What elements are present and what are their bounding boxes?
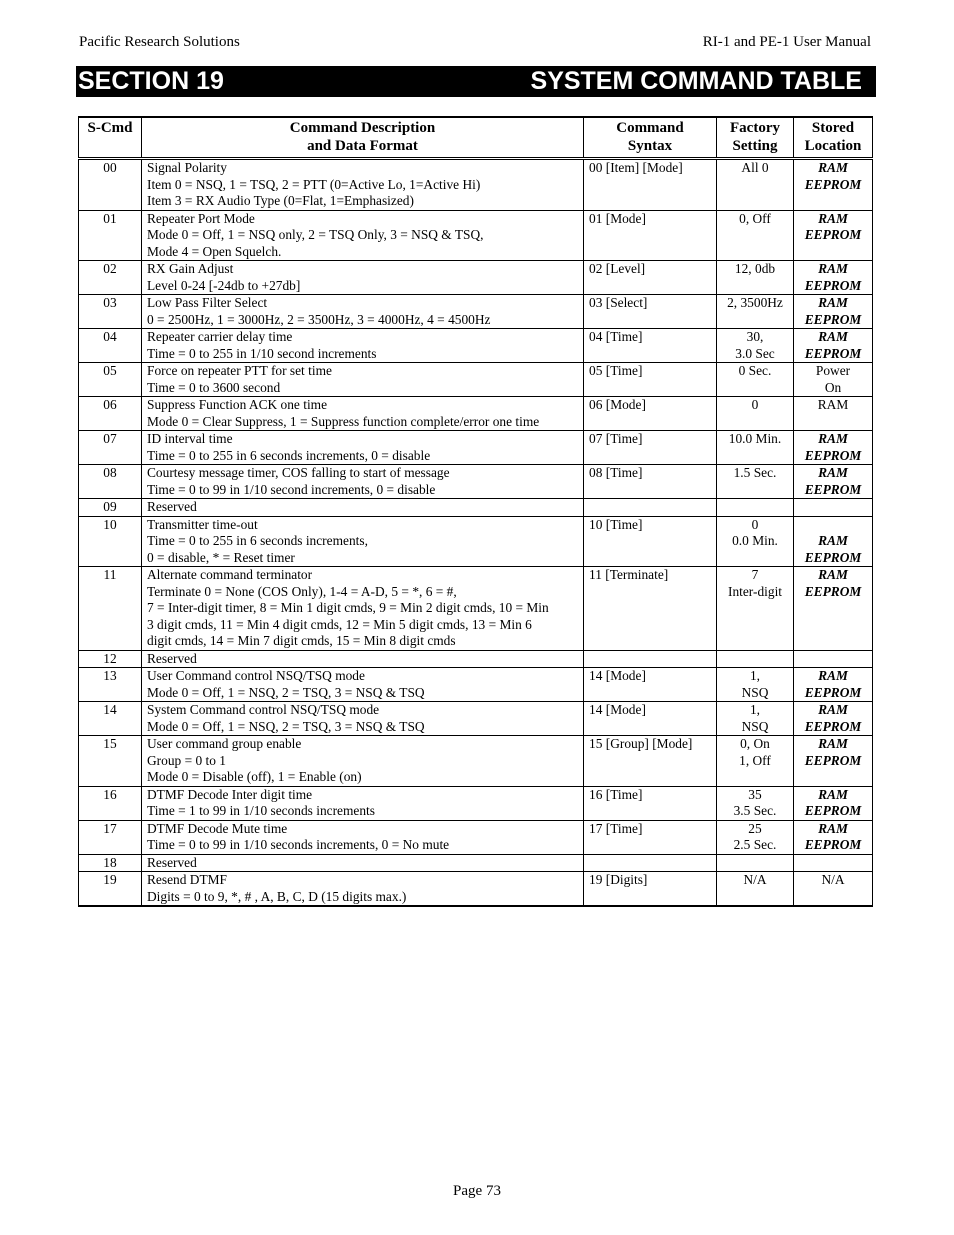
description-line: Time = 0 to 99 in 1/10 second increments, 0 = disable — [147, 481, 436, 497]
factory-setting-line: 3.5 Sec. — [733, 803, 777, 818]
factory-setting-line: 0 Sec. — [738, 363, 772, 378]
header-manual-title: RI-1 and PE-1 User Manual — [702, 34, 871, 50]
stored-location-line: EEPROM — [804, 447, 862, 463]
col-header-factory — [717, 117, 794, 159]
stored-location-line: RAM — [818, 702, 848, 717]
factory-setting-line: 2.5 Sec. — [733, 837, 777, 852]
stored-location-line: EEPROM — [804, 176, 862, 192]
factory-setting-line: Inter-digit — [727, 583, 783, 599]
col-header-stored-line2: Location — [804, 138, 862, 154]
description-line: RX Gain Adjust — [147, 261, 234, 276]
cell-syntax: 16 [Time] — [584, 786, 717, 820]
cell-scmd: 01 — [79, 210, 142, 261]
stored-location-line: EEPROM — [804, 803, 862, 818]
stored-location-line: EEPROM — [804, 684, 862, 700]
cell-scmd: 07 — [79, 431, 142, 465]
description-line: Force on repeater PTT for set time — [147, 363, 332, 378]
description-line: Time = 0 to 3600 second — [147, 379, 281, 395]
description-line: Digits = 0 to 9, *, # , A, B, C, D (15 digits max.) — [147, 888, 407, 904]
col-header-description-line2: and Data Format — [307, 138, 418, 154]
cell-factory-setting — [717, 702, 794, 736]
cell-scmd: 03 — [79, 295, 142, 329]
table-row — [79, 431, 873, 465]
cell-scmd: 00 — [79, 159, 142, 211]
cell-syntax: 01 [Mode] — [584, 210, 717, 261]
factory-setting-line: NSQ — [741, 718, 769, 734]
cell-description — [142, 567, 584, 651]
description-line: Time = 0 to 255 in 1/10 second increments — [147, 345, 377, 361]
table-header-row — [79, 117, 873, 159]
stored-location-line: RAM — [818, 465, 848, 480]
cell-description — [142, 872, 584, 907]
col-header-syntax-line1: Command — [616, 120, 684, 136]
description-line: 0 = disable, * = Reset timer — [147, 549, 295, 565]
table-row — [79, 516, 873, 567]
description-line: Mode 0 = Disable (off), 1 = Enable (on) — [147, 769, 362, 784]
cell-factory-setting — [717, 650, 794, 668]
col-header-description-line1: Command Description — [289, 120, 436, 136]
cell-scmd: 08 — [79, 465, 142, 499]
factory-setting-line: 10.0 Min. — [728, 431, 782, 446]
factory-setting-line: N/A — [743, 872, 767, 887]
cell-scmd: 11 — [79, 567, 142, 651]
cell-syntax: 17 [Time] — [584, 820, 717, 854]
cell-scmd: 15 — [79, 736, 142, 787]
stored-location-line: RAM — [818, 160, 848, 175]
stored-location-line: N/A — [821, 872, 845, 887]
cell-scmd: 17 — [79, 820, 142, 854]
factory-setting-line: 7 — [751, 567, 759, 582]
cell-stored-location — [794, 567, 873, 651]
cell-syntax — [584, 499, 717, 517]
stored-location-line: EEPROM — [804, 583, 862, 599]
factory-setting-line: 1, — [749, 702, 761, 717]
cell-scmd: 10 — [79, 516, 142, 567]
cell-scmd: 12 — [79, 650, 142, 668]
factory-setting-line: 0, Off — [739, 210, 771, 226]
cell-syntax: 11 [Terminate] — [584, 567, 717, 651]
cell-stored-location — [794, 786, 873, 820]
cell-syntax: 05 [Time] — [584, 363, 717, 397]
description-line: Repeater Port Mode — [147, 210, 255, 226]
cell-description — [142, 516, 584, 567]
stored-location-line: RAM — [818, 567, 848, 582]
cell-syntax: 02 [Level] — [584, 261, 717, 295]
table-row — [79, 668, 873, 702]
description-line: Transmitter time-out — [147, 516, 258, 532]
stored-location-line: EEPROM — [804, 837, 862, 852]
cell-syntax: 15 [Group] [Mode] — [584, 736, 717, 787]
factory-setting-line: 1, — [749, 668, 761, 683]
header-company: Pacific Research Solutions — [79, 34, 240, 50]
cell-syntax — [584, 650, 717, 668]
description-line: digit cmds, 14 = Min 7 digit cmds, 15 = Min 8 digit cmds — [147, 633, 456, 648]
description-line: Reserved — [147, 650, 197, 666]
cell-scmd: 05 — [79, 363, 142, 397]
cell-scmd: 02 — [79, 261, 142, 295]
cell-factory-setting — [717, 159, 794, 211]
cell-stored-location — [794, 702, 873, 736]
table-body — [79, 159, 873, 907]
factory-setting-line: 0 — [751, 397, 759, 412]
cell-syntax: 10 [Time] — [584, 516, 717, 567]
description-line: Mode 4 = Open Squelch. — [147, 243, 282, 259]
cell-stored-location — [794, 516, 873, 567]
cell-description — [142, 465, 584, 499]
description-line: Resend DTMF — [147, 872, 227, 887]
cell-description — [142, 854, 584, 872]
stored-location-line: RAM — [817, 397, 849, 412]
cell-description — [142, 786, 584, 820]
factory-setting-line: 25 — [748, 820, 762, 836]
cell-scmd: 09 — [79, 499, 142, 517]
table-row — [79, 465, 873, 499]
stored-location-line: EEPROM — [804, 481, 862, 497]
factory-setting-line: 35 — [748, 786, 762, 802]
section-title: SYSTEM COMMAND TABLE — [530, 67, 862, 95]
cell-syntax — [584, 854, 717, 872]
description-line: Mode 0 = Off, 1 = NSQ, 2 = TSQ, 3 = NSQ & TSQ — [147, 718, 425, 734]
col-header-stored-line1: Stored — [811, 120, 855, 136]
stored-location-line — [798, 517, 868, 534]
cell-description — [142, 820, 584, 854]
description-line: Time = 1 to 99 in 1/10 seconds increments — [147, 803, 375, 818]
stored-location-line: RAM — [818, 786, 848, 802]
factory-setting-line: 3.0 Sec — [735, 345, 775, 361]
stored-location-line: RAM — [818, 261, 848, 276]
table-row — [79, 261, 873, 295]
cell-scmd: 13 — [79, 668, 142, 702]
description-line: Signal Polarity — [147, 160, 227, 175]
col-header-factory-line2: Setting — [732, 138, 778, 154]
description-line: Item 3 = RX Audio Type (0=Flat, 1=Emphasized) — [147, 193, 414, 208]
stored-location-line: EEPROM — [804, 311, 862, 327]
description-line: 7 = Inter-digit timer, 8 = Min 1 digit cmds, 9 = Min 2 digit cmds, 10 = Min — [147, 600, 549, 615]
factory-setting-line: 0, On — [740, 736, 770, 751]
cell-syntax: 14 [Mode] — [584, 668, 717, 702]
col-header-scmd — [79, 117, 142, 159]
description-line: Time = 0 to 255 in 6 seconds increments, 0 = disable — [147, 447, 431, 463]
cell-factory-setting — [717, 295, 794, 329]
description-line: Level 0-24 [-24db to +27db] — [147, 277, 301, 293]
system-command-table — [78, 116, 873, 907]
cell-factory-setting — [717, 516, 794, 567]
table-row — [79, 499, 873, 517]
cell-scmd: 04 — [79, 329, 142, 363]
table-row — [79, 210, 873, 261]
cell-factory-setting — [717, 499, 794, 517]
cell-factory-setting — [717, 465, 794, 499]
table-row — [79, 567, 873, 651]
description-line: Repeater carrier delay time — [147, 329, 293, 344]
cell-description — [142, 650, 584, 668]
cell-stored-location — [794, 465, 873, 499]
table-row — [79, 295, 873, 329]
description-line: DTMF Decode Mute time — [147, 820, 288, 836]
col-header-description — [142, 117, 584, 159]
section-banner — [76, 66, 876, 97]
description-line: Low Pass Filter Select — [147, 295, 268, 310]
cell-stored-location — [794, 650, 873, 668]
col-header-syntax — [584, 117, 717, 159]
cell-description — [142, 499, 584, 517]
description-line: User command group enable — [147, 736, 302, 751]
stored-location-line: EEPROM — [804, 277, 862, 293]
table-row — [79, 702, 873, 736]
cell-syntax: 04 [Time] — [584, 329, 717, 363]
factory-setting-line: 30, — [746, 329, 764, 344]
cell-stored-location — [794, 159, 873, 211]
cell-stored-location — [794, 210, 873, 261]
col-header-syntax-line2: Syntax — [627, 138, 673, 154]
cell-factory-setting — [717, 736, 794, 787]
cell-syntax: 08 [Time] — [584, 465, 717, 499]
factory-setting-line: NSQ — [741, 684, 769, 700]
stored-location-line: EEPROM — [804, 549, 862, 565]
table-row — [79, 786, 873, 820]
cell-factory-setting — [717, 668, 794, 702]
table-row — [79, 397, 873, 431]
cell-syntax: 06 [Mode] — [584, 397, 717, 431]
description-line: DTMF Decode Inter digit time — [147, 786, 313, 802]
cell-stored-location — [794, 499, 873, 517]
factory-setting-line: 12, 0db — [734, 261, 776, 276]
description-line: User Command control NSQ/TSQ mode — [147, 668, 365, 683]
description-line: ID interval time — [147, 431, 233, 446]
description-line: 3 digit cmds, 11 = Min 4 digit cmds, 12 = Min 5 digit cmds, 13 = Min 6 — [147, 616, 532, 632]
cell-stored-location — [794, 261, 873, 295]
cell-factory-setting — [717, 567, 794, 651]
stored-location-line: RAM — [818, 668, 848, 683]
cell-stored-location — [794, 431, 873, 465]
stored-location-line: Power — [815, 363, 851, 378]
stored-location-line: RAM — [818, 736, 848, 751]
description-line: Item 0 = NSQ, 1 = TSQ, 2 = PTT (0=Active Lo, 1=Active Hi) — [147, 176, 481, 192]
cell-scmd: 06 — [79, 397, 142, 431]
table-row — [79, 736, 873, 787]
col-header-factory-line1: Factory — [730, 120, 780, 136]
description-line: 0 = 2500Hz, 1 = 3000Hz, 2 = 3500Hz, 3 = 4000Hz, 4 = 4500Hz — [147, 311, 491, 327]
cell-syntax: 00 [Item] [Mode] — [584, 159, 717, 211]
description-line: Courtesy message timer, COS falling to start of message — [147, 465, 450, 480]
description-line: Reserved — [147, 499, 197, 514]
factory-setting-line: 0.0 Min. — [732, 533, 778, 548]
stored-location-line: EEPROM — [804, 227, 862, 242]
description-line: Group = 0 to 1 — [147, 752, 226, 768]
cell-description — [142, 261, 584, 295]
cell-syntax: 14 [Mode] — [584, 702, 717, 736]
cell-stored-location — [794, 363, 873, 397]
cell-description — [142, 363, 584, 397]
cell-syntax: 03 [Select] — [584, 295, 717, 329]
table-row — [79, 329, 873, 363]
table-row — [79, 159, 873, 211]
factory-setting-line: 0 — [751, 516, 759, 532]
cell-scmd: 19 — [79, 872, 142, 907]
cell-factory-setting — [717, 397, 794, 431]
cell-factory-setting — [717, 820, 794, 854]
cell-description — [142, 210, 584, 261]
cell-description — [142, 295, 584, 329]
cell-scmd: 14 — [79, 702, 142, 736]
description-line: Reserved — [147, 854, 197, 870]
cell-description — [142, 702, 584, 736]
col-header-scmd-label: S-Cmd — [87, 120, 133, 136]
cell-factory-setting — [717, 210, 794, 261]
description-line: System Command control NSQ/TSQ mode — [147, 702, 380, 717]
page-number: Page 73 — [453, 1183, 501, 1199]
cell-description — [142, 159, 584, 211]
description-line: Mode 0 = Off, 1 = NSQ, 2 = TSQ, 3 = NSQ & TSQ — [147, 684, 425, 700]
section-number: SECTION 19 — [78, 67, 224, 95]
cell-scmd: 16 — [79, 786, 142, 820]
stored-location-line: EEPROM — [804, 345, 862, 361]
cell-scmd: 18 — [79, 854, 142, 872]
cell-factory-setting — [717, 329, 794, 363]
cell-description — [142, 431, 584, 465]
stored-location-line: RAM — [818, 431, 848, 446]
description-line: Mode 0 = Clear Suppress, 1 = Suppress function complete/error one time — [147, 413, 540, 429]
stored-location-line: RAM — [818, 295, 848, 310]
stored-location-line: EEPROM — [804, 752, 862, 768]
cell-factory-setting — [717, 261, 794, 295]
description-line: Time = 0 to 99 in 1/10 seconds increments, 0 = No mute — [147, 837, 450, 852]
cell-stored-location — [794, 872, 873, 907]
cell-stored-location — [794, 854, 873, 872]
cell-factory-setting — [717, 786, 794, 820]
stored-location-line: RAM — [818, 820, 848, 836]
cell-description — [142, 736, 584, 787]
cell-description — [142, 329, 584, 363]
cell-syntax: 19 [Digits] — [584, 872, 717, 907]
cell-stored-location — [794, 736, 873, 787]
cell-description — [142, 397, 584, 431]
table-row — [79, 854, 873, 872]
factory-setting-line: 1.5 Sec. — [733, 465, 777, 480]
description-line: Alternate command terminator — [147, 567, 313, 582]
stored-location-line: RAM — [818, 329, 848, 344]
stored-location-line: RAM — [818, 533, 848, 548]
description-line: Suppress Function ACK one time — [147, 397, 328, 412]
cell-factory-setting — [717, 854, 794, 872]
description-line: Time = 0 to 255 in 6 seconds increments, — [147, 533, 368, 548]
cell-factory-setting — [717, 363, 794, 397]
cell-stored-location — [794, 397, 873, 431]
stored-location-line: On — [824, 379, 842, 395]
description-line: Mode 0 = Off, 1 = NSQ only, 2 = TSQ Only, 3 = NSQ & TSQ, — [147, 227, 484, 242]
col-header-stored — [794, 117, 873, 159]
factory-setting-line: 2, 3500Hz — [727, 295, 783, 310]
stored-location-line: RAM — [818, 210, 848, 226]
factory-setting-line: 1, Off — [739, 752, 771, 768]
cell-stored-location — [794, 295, 873, 329]
description-line: Terminate 0 = None (COS Only), 1-4 = A-D, 5 = *, 6 = #, — [147, 583, 457, 599]
cell-description — [142, 668, 584, 702]
cell-stored-location — [794, 820, 873, 854]
table-row — [79, 363, 873, 397]
cell-factory-setting — [717, 872, 794, 907]
table-row — [79, 820, 873, 854]
cell-factory-setting — [717, 431, 794, 465]
cell-stored-location — [794, 329, 873, 363]
stored-location-line: EEPROM — [804, 718, 862, 734]
table-row — [79, 650, 873, 668]
factory-setting-line: All 0 — [741, 160, 769, 175]
cell-syntax: 07 [Time] — [584, 431, 717, 465]
table-row — [79, 872, 873, 907]
cell-stored-location — [794, 668, 873, 702]
